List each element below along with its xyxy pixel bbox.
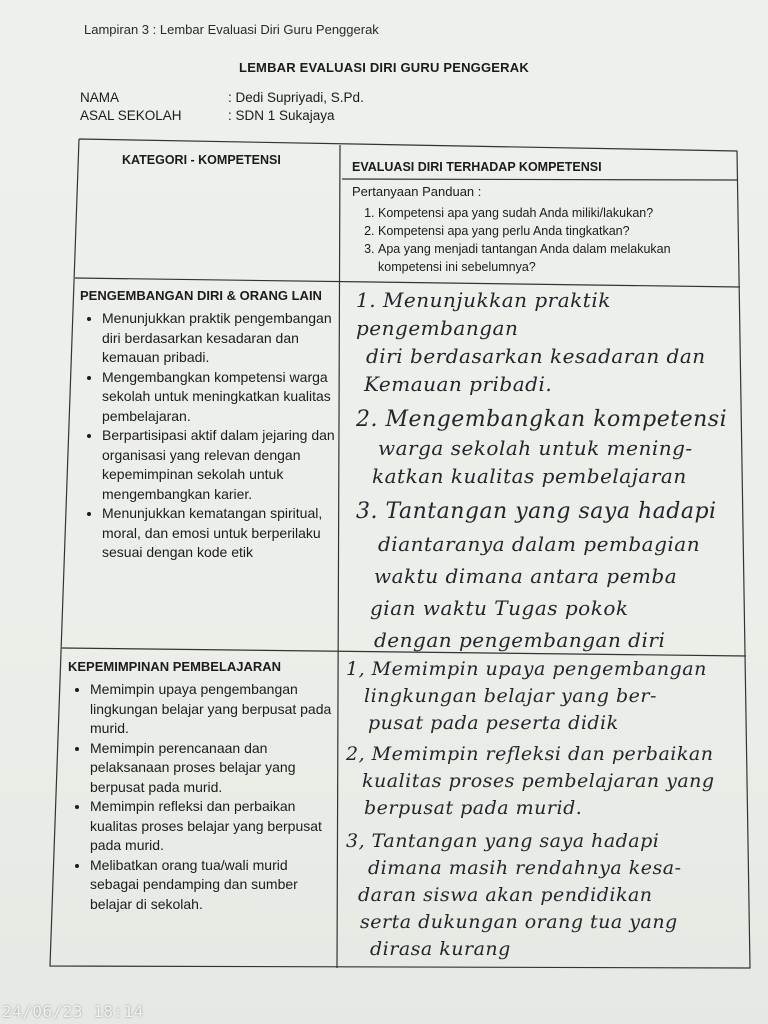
handwritten-line: dirasa kurang [370,938,511,960]
guide-questions [352,182,732,276]
section-learning-leadership [68,658,334,914]
handwritten-line: lingkungan belajar yang ber- [364,685,657,707]
section-self-development [80,287,338,563]
handwritten-line: daran siswa akan pendidikan [358,884,653,906]
question-list [352,204,732,276]
guide-title: Pertanyaan Panduan : [352,184,482,199]
question-item: 3. Apa yang menjadi tantangan Anda dalam melakukan kompetensi ini sebelumnya? [378,240,732,276]
school-row [80,108,335,123]
handwritten-line: katkan kualitas pembelajaran [372,464,687,488]
handwritten-line: dimana masih rendahnya kesa- [368,857,682,879]
competency-item: • Berpartisipasi aktif dalam jejaring dan organisasi yang relevan dengan kepemimpinan sekolah untuk mengembangkan karier. [102,426,338,504]
competency-item: • Memimpin refleksi dan perbaikan kualitas proses belajar yang berpusat pada murid. [90,797,334,856]
handwritten-line: 3, Tantangan yang saya hadapi [346,830,660,852]
handwritten-line: diri berdasarkan kesadaran dan [366,344,706,368]
competency-item: • Melibatkan orang tua/wali murid sebagai pendamping dan sumber belajar di sekolah. [90,856,334,915]
handwritten-line: dengan pengembangan diri [374,628,666,652]
handwritten-line: serta dukungan orang tua yang [360,911,678,933]
handwritten-line: 1. Menunjukkan praktik pengembangan [356,288,611,340]
competency-list [80,309,338,563]
question-item: 2. Kompetensi apa yang perlu Anda tingkatkan? [378,222,732,240]
photo-timestamp: 24/06/23 18:14 [2,1002,144,1021]
handwritten-line: 2. Mengembangkan kompetensi [356,407,728,432]
name-row [80,90,364,105]
column-header-evaluation: EVALUASI DIRI TERHADAP KOMPETENSI [352,160,602,174]
handwritten-line: berpusat pada murid. [364,797,583,819]
name-label: NAMA [80,90,120,105]
document-title: LEMBAR EVALUASI DIRI GURU PENGGERAK [239,60,529,75]
section-title: PENGEMBANGAN DIRI & ORANG LAIN [80,288,322,303]
name-value: : Dedi Supriyadi, S.Pd. [228,90,364,105]
section-title: KEPEMIMPINAN PEMBELAJARAN [68,659,282,674]
appendix-label: Lampiran 3 : Lembar Evaluasi Diri Guru Penggerak [84,22,379,37]
handwritten-line: 2, Memimpin refleksi dan perbaikan [346,743,714,765]
school-label: ASAL SEKOLAH [80,108,182,123]
competency-item: • Memimpin upaya pengembangan lingkungan belajar yang berpusat pada murid. [90,680,334,739]
competency-item: • Menunjukkan praktik pengembangan diri berdasarkan kesadaran dan kemauan pribadi. [102,309,338,368]
handwritten-line: diantaranya dalam pembagian [378,532,701,556]
question-item: 1. Kompetensi apa yang sudah Anda miliki/lakukan? [378,204,732,222]
handwritten-line: 3. Tantangan yang saya hadapi [356,499,717,524]
handwritten-line: 1, Memimpin upaya pengembangan [346,658,707,680]
handwritten-line: waktu dimana antara pemba [374,564,678,588]
handwritten-line: warga sekolah untuk mening- [378,436,693,460]
competency-list [68,680,334,914]
school-value: : SDN 1 Sukajaya [228,108,335,123]
competency-item: • Memimpin perencanaan dan pelaksanaan proses belajar yang berpusat pada murid. [90,739,334,798]
competency-item: • Menunjukkan kematangan spiritual, moral, dan emosi untuk berperilaku sesuai dengan kode etik [102,504,338,563]
handwritten-answer-self-development [356,286,746,654]
handwritten-line: Kemauan pribadi. [364,372,553,396]
handwritten-line: gian waktu Tugas pokok [370,596,629,620]
competency-item: • Mengembangkan kompetensi warga sekolah untuk meningkatkan kualitas pembelajaran. [102,368,338,427]
handwritten-line: kualitas proses pembelajaran yang [362,770,715,792]
handwritten-line: pusat pada peserta didik [368,712,619,734]
column-header-category: KATEGORI - KOMPETENSI [122,153,281,167]
handwritten-answer-learning-leadership [346,656,746,963]
